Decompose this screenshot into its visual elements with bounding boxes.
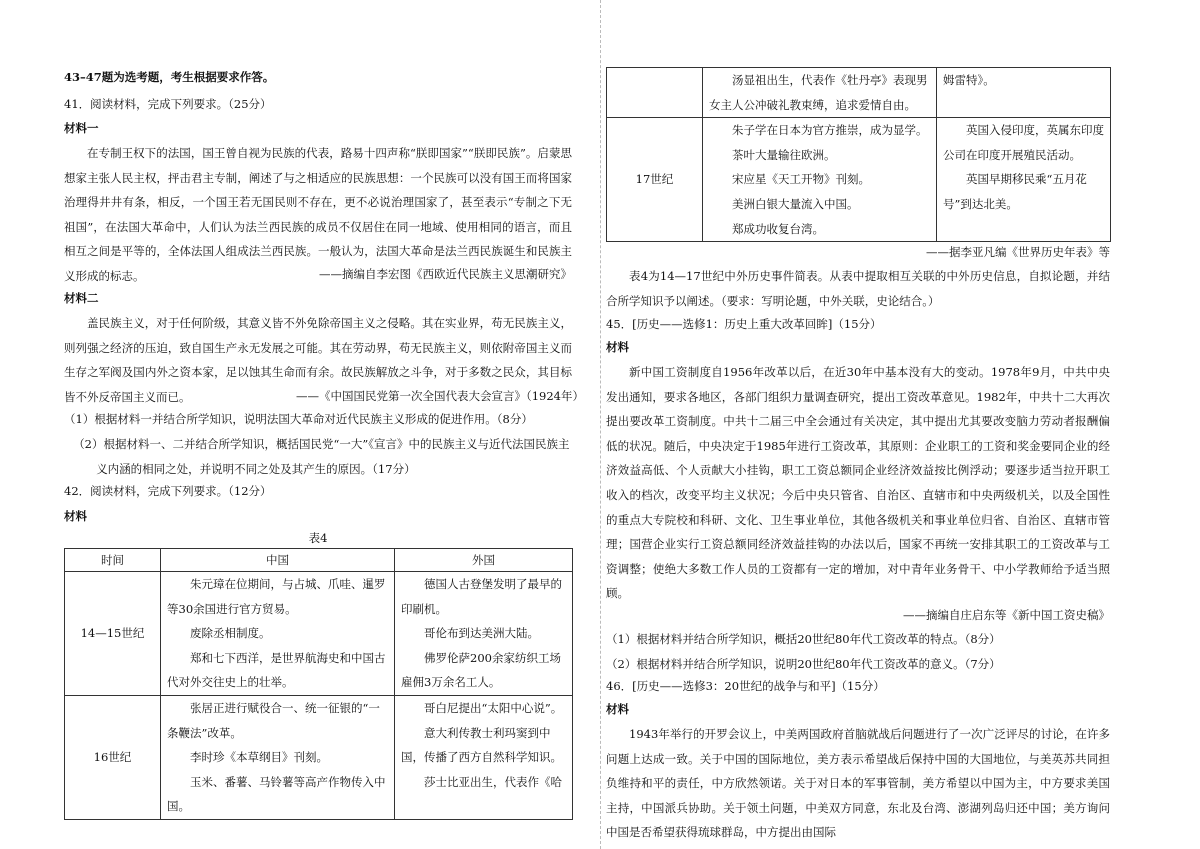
history-table-left [64, 548, 573, 820]
row-time: 16世纪 [65, 695, 161, 819]
foreign-event: 意大利传教士利玛窦到中国，传播了西方自然科学知识。 [401, 725, 562, 765]
table-row [607, 68, 1111, 118]
foreign-event: 德国人古登堡发明了最早的印刷机。 [401, 577, 562, 616]
table-row [65, 695, 573, 819]
q41-part2: （2）根据材料一、二并结合所学知识，概括国民党“一大”《宣言》中的民族主义与近代法国民族主义内涵的相同之处，并说明不同之处及其产生的原因。（17分） [73, 437, 570, 476]
row-time [607, 68, 703, 118]
row-time: 14—15世纪 [65, 572, 161, 696]
china-event: 玉米、番薯、马铃薯等高产作物传入中国。 [167, 774, 386, 814]
row-time: 17世纪 [607, 118, 703, 242]
foreign-event: 姆雷特》。 [943, 73, 995, 87]
row-foreign [937, 118, 1111, 242]
history-table-right [606, 67, 1111, 242]
foreign-event: 英国入侵印度，英属东印度公司在印度开展殖民活动。 [943, 123, 1104, 162]
material-5-label: 材料 [606, 702, 629, 716]
foreign-event: 佛罗伦萨200余家纺织工场雇佣3万余名工人。 [401, 650, 561, 690]
material-4-label: 材料 [606, 340, 629, 354]
china-event: 汤显祖出生，代表作《牡丹亭》表现男女主人公冲破礼教束缚，追求爱情自由。 [709, 73, 928, 112]
q42-question: 表4为14—17世纪中外历史事件简表。从表中提取相互关联的中外历史信息，自拟论题，并结合所学知识予以阐述。（要求：写明论题，中外关联，史论结合。） [606, 269, 1110, 308]
material-3-label: 材料 [64, 509, 87, 523]
foreign-event: 哥白尼提出“太阳中心说”。 [424, 700, 563, 715]
q45-part1-text: （1）根据材料并结合所学知识，概括20世纪80年代工资改革的特点。（8分） [606, 632, 1001, 646]
material-2-source: ——《中国国民党第一次全国代表大会宣言》（1924年） [295, 389, 584, 403]
q41-title: 41．阅读材料，完成下列要求。（25分） [64, 97, 272, 111]
material-1-source: ——摘编自李宏图《西欧近代民族主义思潮研究》 [319, 267, 572, 281]
header-time: 时间 [65, 549, 161, 572]
material-1-text: 在专制王权下的法国，国王曾自视为民族的代表，路易十四声称“朕即国家”“朕即民族”。启蒙思想家主张人民主权，抨击君主专制，阐述了与之相适应的民族思想：一个民族可以没有国王而将国家治理得井井有条，相反，一个国王若无国民则不存在，更不必说治理国家了，甚至表示“专制之下无祖国”，在法国大革命中，人们认为法兰西民族的成员不仅居住在同一地域、使用相同的语言，而且相互之间是平等的，全体法国人组成法兰西民族。一般认为，法国大革命是法兰西民族诞生和民族主义形成的标志。 [64, 146, 572, 283]
material-1-label: 材料一 [64, 121, 99, 135]
q41-part1: （1）根据材料一并结合所学知识，说明法国大革命对近代民族主义形成的促进作用。（8分） [64, 412, 533, 426]
row-foreign [395, 695, 573, 819]
table-row [65, 572, 573, 696]
china-event: 宋应星《天工开物》刊刻。 [732, 172, 870, 187]
china-event: 郑成功收复台湾。 [732, 221, 824, 236]
china-event: 张居正进行赋役合一、统一征银的“一条鞭法”改革。 [167, 700, 380, 740]
row-china [161, 572, 395, 696]
foreign-event: 莎士比亚出生，代表作《哈 [424, 774, 562, 789]
material-4-source: ——摘编自庄启东等《新中国工资史稿》 [903, 608, 1110, 622]
material-5-text: 1943年举行的开罗会议上，中美两国政府首脑就战后问题进行了一次广泛评尽的讨论，在许多问题上达成一致。关于中国的国际地位，美方表示希望战后保持中国的大国地位，与美英苏共同担负维持和平的责任，中方欣然领诺。关于对日本的军事管制，美方希望以中国为主，中方要求美国主持，中国派兵协助。关于领土问题，中美双方同意，东北及台湾、澎湖列岛归还中国；美方询问中国是否希望获得琉球群岛，中方提出由国际 [606, 727, 1110, 840]
table-caption: 表4 [308, 531, 328, 545]
row-foreign [395, 572, 573, 696]
china-event: 朱子学在日本为官方推崇，成为显学。 [732, 123, 928, 138]
header-china: 中国 [161, 549, 395, 572]
page-divider [600, 0, 601, 849]
material-2-text: 盖民族主义，对于任何阶级，其意义皆不外免除帝国主义之侵略。其在实业界，苟无民族主义，则列强之经济的压迫，致自国生产永无发展之可能。其在劳动界，苟无民族主义，则依附帝国主义而生存之军阀及国内外之资本家，足以蚀其生命而有余。故民族解放之斗争，对于多数之民众，其目标皆不外反帝国主义而已。 [64, 316, 572, 404]
material-4-text: 新中国工资制度自1956年改革以后，在近30年中基本没有大的变动。1978年9月，中共中央发出通知，要求各地区，各部门组织力量调查研究，提出工资改革意见。1982年，中共十二大再次提出要改革工资制度。中共十二届三中全会通过有关决定，其中提出尤其要改变脑力劳动者报酬偏低的状况。随后，中央决定于1985年进行工资改革，其原则：企业职工的工资和奖金要同企业的经济效益高低、个人贡献大小挂钩，职工工资总额同企业经济效益按比例浮动；要逐步适当拉开职工收入的档次，改变平均主义状况；今后中央只管省、自治区、直辖市和中央两级机关，以及全国性的重点大专院校和科研、文化、卫生事业单位，其他各级机关和事业单位归省、自治区、直辖市管理；国营企业实行工资总额同经济效益挂钩的办法以后，国家不再统一安排其职工的工资改革与工资调整；使绝大多数工作人员的工资都有一定的增加，对中青年业务骨干、中小学教师给予适当照顾。 [606, 365, 1110, 601]
china-event: 郑和七下西洋，是世界航海史和中国古代对外交往史上的壮举。 [167, 650, 386, 690]
row-china [161, 695, 395, 819]
foreign-event: 英国早期移民乘“五月花号”到达北美。 [943, 172, 1087, 211]
q45-part2: （2）根据材料并结合所学知识，说明20世纪80年代工资改革的意义。（7分） [606, 657, 1001, 671]
row-china [703, 68, 937, 118]
china-event: 李时珍《本草纲目》刊刻。 [190, 750, 328, 765]
intro-heading: 43–47题为选考题，考生根据要求作答。 [64, 70, 275, 84]
row-china [703, 118, 937, 242]
q45-title: 45．[历史——选修1：历史上重大改革回眸]（15分） [606, 317, 882, 331]
material-2-label: 材料二 [64, 291, 99, 305]
q46-title: 46．[历史——选修3：20世纪的战争与和平]（15分） [606, 679, 885, 693]
china-event: 茶叶大量输往欧洲。 [732, 147, 836, 162]
table-header-row [65, 549, 573, 572]
table-source: ——据李亚凡编《世界历史年表》等 [926, 245, 1110, 259]
table-row [607, 118, 1111, 242]
china-event: 废除丞相制度。 [190, 626, 271, 641]
row-foreign [937, 68, 1111, 118]
q42-title: 42．阅读材料，完成下列要求。（12分） [64, 484, 272, 498]
china-event: 美洲白银大量流入中国。 [732, 196, 859, 211]
foreign-event: 哥伦布到达美洲大陆。 [424, 626, 539, 641]
china-event: 朱元璋在位期间，与占城、爪哇、暹罗等30余国进行官方贸易。 [167, 577, 386, 616]
header-foreign: 外国 [395, 549, 573, 572]
